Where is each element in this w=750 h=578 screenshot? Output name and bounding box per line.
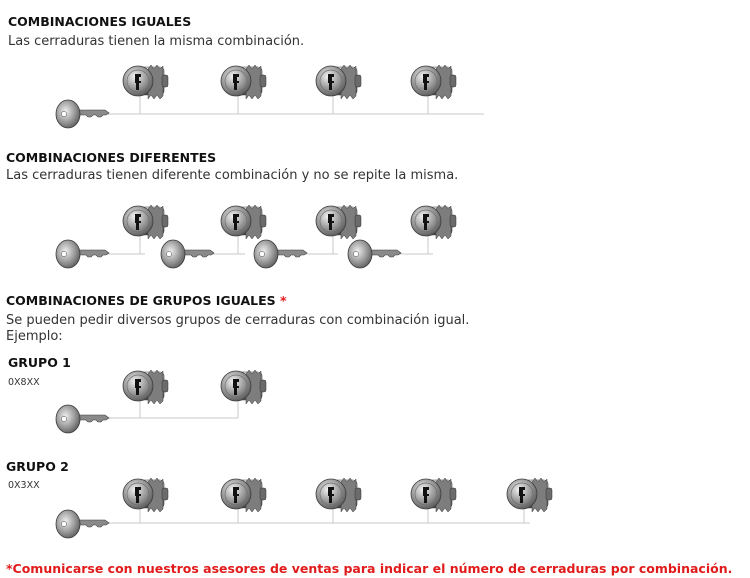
group-1-diagram bbox=[56, 370, 266, 433]
lock-cylinder-icon bbox=[221, 65, 266, 99]
key-icon bbox=[254, 240, 307, 268]
different-combination-diagram bbox=[56, 205, 456, 268]
lock-cylinder-icon bbox=[123, 65, 168, 99]
key-icon bbox=[348, 240, 401, 268]
key-icon bbox=[56, 510, 109, 538]
section-equal-title: COMBINACIONES IGUALES bbox=[8, 14, 192, 29]
lock-cylinder-icon bbox=[316, 478, 361, 512]
section-equal-desc: Las cerraduras tienen la misma combinación. bbox=[8, 34, 305, 49]
section-different-desc: Las cerraduras tienen diferente combinación y no se repite la misma. bbox=[6, 168, 459, 183]
lock-cylinder-icon bbox=[316, 205, 361, 239]
group-2-code: 0X3XX bbox=[8, 480, 40, 491]
lock-cylinder-icon bbox=[123, 370, 168, 404]
group-1-code: 0X8XX bbox=[8, 377, 40, 388]
group-2-label: GRUPO 2 bbox=[6, 459, 69, 474]
lock-cylinder-icon bbox=[221, 370, 266, 404]
key-icon bbox=[56, 100, 109, 128]
section-groups-desc: Se pueden pedir diversos grupos de cerraduras con combinación igual. bbox=[6, 313, 470, 328]
group-2-diagram bbox=[56, 478, 552, 538]
key-icon bbox=[56, 240, 109, 268]
lock-cylinder-icon bbox=[123, 478, 168, 512]
lock-cylinder-icon bbox=[221, 205, 266, 239]
section-groups-example: Ejemplo: bbox=[6, 329, 63, 344]
footer-note: *Comunicarse con nuestros asesores de ventas para indicar el número de cerraduras por combinación. bbox=[6, 561, 733, 576]
section-groups-title-text: COMBINACIONES DE GRUPOS IGUALES bbox=[6, 293, 276, 308]
lock-cylinder-icon bbox=[221, 478, 266, 512]
lock-cylinder-icon bbox=[411, 65, 456, 99]
equal-combination-diagram bbox=[56, 65, 484, 128]
group-1-label: GRUPO 1 bbox=[8, 355, 71, 370]
lock-cylinder-icon bbox=[411, 478, 456, 512]
lock-cylinder-icon bbox=[411, 205, 456, 239]
lock-cylinder-icon bbox=[123, 205, 168, 239]
lock-cylinder-icon bbox=[507, 478, 552, 512]
asterisk-mark: * bbox=[280, 293, 287, 308]
key-icon bbox=[161, 240, 214, 268]
section-different-title: COMBINACIONES DIFERENTES bbox=[6, 150, 217, 165]
lock-cylinder-icon bbox=[316, 65, 361, 99]
key-icon bbox=[56, 405, 109, 433]
